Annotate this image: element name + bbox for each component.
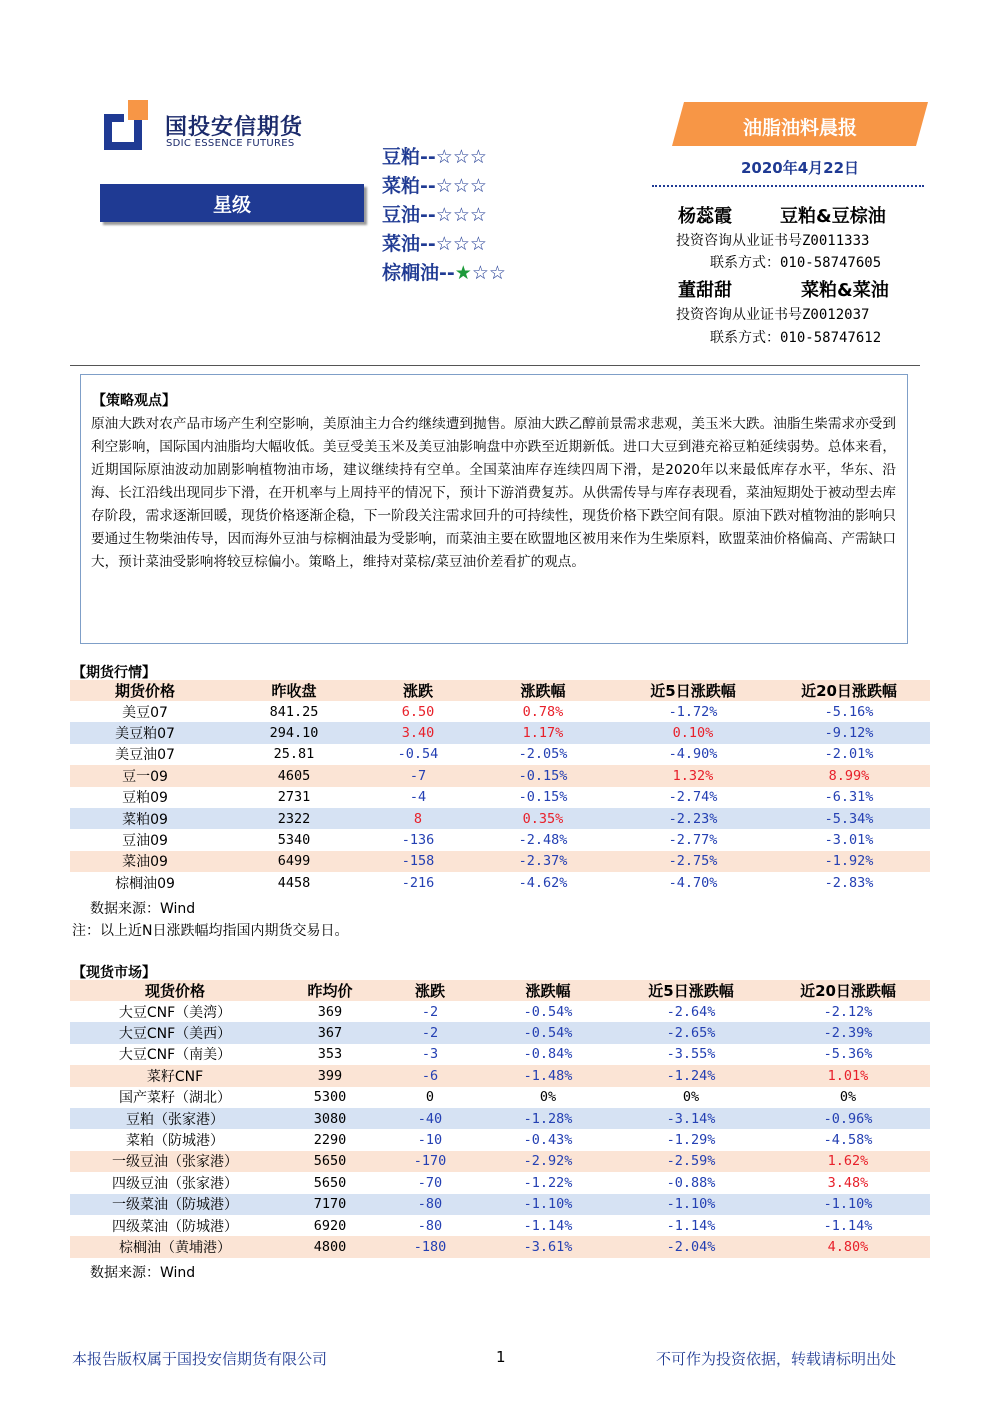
company-logo-icon bbox=[104, 100, 150, 150]
table-row bbox=[70, 744, 930, 765]
table-cell: 1.17% bbox=[522, 725, 564, 742]
table-cell: -2.12% bbox=[823, 1003, 873, 1020]
strategy-body: 原油大跌对农产品市场产生利空影响，美原油主力合约继续遭到抛售。原油大跌乙醇前景需求悲观，美玉米大跌。油脂生柴需求亦受到利空影响，国际国内油脂均大幅收低。美豆受美玉米及美豆油影响盘中亦跌至近期新低。进口大豆到港充裕豆粕延续弱势。总体来看，近期国际原油波动加剧影响植物油市场，建议继续持有空单。全国菜油库存连续四周下滑，是2020年以来最低库存水平，华东、沿海、长江沿线出现同步下滑，在开机率与上周持平的情况下，预计下游消费复苏。从供需传导与库存表现看，菜油短期处于被动型去库存阶段，需求逐渐回暖，现货价格逐渐企稳，下一阶段关注需求回升的可持续性，现货价格下跌空间有限。原油下跌对植物油的影响只要通过生物柴油传导，因而海外豆油与棕榈油最为受影响，而菜油主要在欧盟地区被用来作为生柴原料，欧盟菜油价格偏高、产需缺口大，预计菜油受影响将较豆棕偏小。策略上，维持对菜棕/菜豆油价差看扩的观点。 bbox=[91, 416, 896, 570]
table-cell: -2.64% bbox=[666, 1003, 716, 1020]
rating-list bbox=[382, 143, 506, 288]
company-name-en: SDIC ESSENCE FUTURES bbox=[166, 138, 295, 149]
table-cell: 1.32% bbox=[672, 767, 714, 784]
row-label-cell: 美豆07 bbox=[122, 704, 168, 721]
table-cell: -2.37% bbox=[518, 853, 568, 870]
row-label-cell: 国产菜籽（湖北） bbox=[119, 1090, 231, 1107]
table-cell: -80 bbox=[417, 1217, 443, 1234]
table-row bbox=[70, 1001, 930, 1022]
table-cell: -1.14% bbox=[666, 1217, 716, 1234]
table-cell: 4.80% bbox=[827, 1238, 869, 1255]
row-label-cell: 菜粕09 bbox=[122, 811, 168, 828]
column-header: 涨跌幅 bbox=[525, 982, 571, 1000]
table-cell: -4.62% bbox=[518, 874, 568, 891]
table-cell: -0.84% bbox=[523, 1046, 573, 1063]
row-label-cell: 大豆CNF（美湾） bbox=[118, 1004, 232, 1021]
table-row bbox=[70, 787, 930, 808]
table-cell: -6 bbox=[421, 1067, 439, 1084]
table-cell: 25.81 bbox=[273, 746, 315, 763]
star-empty-icon: ☆☆☆ bbox=[435, 175, 487, 197]
table-cell: -1.29% bbox=[666, 1132, 716, 1149]
column-header: 近5日涨跌幅 bbox=[648, 982, 734, 1000]
table-cell: 0% bbox=[839, 1089, 857, 1106]
table-cell: -3.14% bbox=[666, 1110, 716, 1127]
column-header: 涨跌幅 bbox=[520, 682, 566, 700]
table-cell: -9.12% bbox=[824, 725, 874, 742]
table-cell: -1.10% bbox=[666, 1196, 716, 1213]
row-label-cell: 美豆油07 bbox=[115, 747, 175, 764]
table-cell: -2 bbox=[421, 1025, 439, 1042]
table-cell: 8.99% bbox=[828, 767, 870, 784]
row-label-cell: 菜油09 bbox=[122, 854, 168, 871]
analyst-cert: 投资咨询从业证书号Z0012037 bbox=[676, 307, 870, 323]
table-row bbox=[70, 829, 930, 850]
table-cell: 7170 bbox=[313, 1196, 347, 1213]
column-header: 近20日涨跌幅 bbox=[801, 682, 897, 700]
spot-section-title: 【现货市场】 bbox=[72, 965, 156, 981]
table-row bbox=[70, 1044, 930, 1065]
analyst-cert: 投资咨询从业证书号Z0011333 bbox=[676, 233, 870, 249]
table-cell: -80 bbox=[417, 1196, 443, 1213]
table-cell: -0.88% bbox=[666, 1174, 716, 1191]
table-row bbox=[70, 701, 930, 722]
table-cell: 0% bbox=[682, 1089, 700, 1106]
row-label-cell: 一级菜油（防城港） bbox=[112, 1197, 238, 1214]
table-cell: -2.83% bbox=[824, 874, 874, 891]
spot-table bbox=[70, 980, 930, 1258]
rating-item: 棕榈油--★☆☆ bbox=[382, 262, 506, 284]
table-cell: 399 bbox=[317, 1067, 343, 1084]
analyst-contact: 联系方式：010-58747605 bbox=[710, 255, 882, 271]
table-cell: -2.01% bbox=[824, 746, 874, 763]
table-cell: -0.54% bbox=[523, 1003, 573, 1020]
table-cell: 8 bbox=[413, 810, 423, 827]
table-cell: -5.36% bbox=[823, 1046, 873, 1063]
star-empty-icon: ☆☆☆ bbox=[435, 146, 487, 168]
row-label-cell: 棕榈油09 bbox=[115, 875, 175, 892]
row-label-cell: 棕榈油（黄埔港） bbox=[119, 1239, 231, 1256]
table-cell: -1.72% bbox=[668, 703, 718, 720]
rating-label-box bbox=[100, 184, 364, 222]
table-cell: -1.48% bbox=[523, 1067, 573, 1084]
report-title: 油脂油料晨报 bbox=[742, 117, 857, 139]
table-cell: -0.96% bbox=[823, 1110, 873, 1127]
row-label-cell: 豆粕（张家港） bbox=[126, 1111, 224, 1128]
futures-source: 数据来源：Wind bbox=[90, 901, 196, 917]
table-cell: -3.61% bbox=[523, 1238, 573, 1255]
table-cell: -2.77% bbox=[668, 832, 718, 849]
table-cell: 5650 bbox=[313, 1153, 347, 1170]
table-header-row bbox=[70, 680, 930, 701]
table-cell: -180 bbox=[413, 1238, 447, 1255]
table-cell: -1.10% bbox=[823, 1196, 873, 1213]
report-date: 2020年4月22日 bbox=[740, 159, 860, 177]
rating-item: 豆粕--☆☆☆ bbox=[382, 146, 487, 168]
star-empty-icon: ☆☆☆ bbox=[435, 233, 487, 255]
company-name-cn: 国投安信期货 bbox=[165, 115, 304, 140]
table-cell: -10 bbox=[417, 1132, 443, 1149]
table-cell: 4800 bbox=[313, 1238, 347, 1255]
row-label-cell: 大豆CNF（南美） bbox=[118, 1047, 232, 1064]
table-cell: 5300 bbox=[313, 1089, 347, 1106]
row-label-cell: 四级菜油（防城港） bbox=[112, 1218, 238, 1235]
row-label-cell: 豆一09 bbox=[122, 768, 168, 785]
table-cell: -2.74% bbox=[668, 789, 718, 806]
row-label-cell: 一级豆油（张家港） bbox=[112, 1154, 238, 1171]
header-rule bbox=[70, 365, 920, 366]
table-cell: 1.01% bbox=[827, 1067, 869, 1084]
table-row bbox=[70, 1108, 930, 1129]
table-cell: -70 bbox=[417, 1174, 443, 1191]
table-row bbox=[70, 1236, 930, 1257]
footer-copyright: 本报告版权属于国投安信期货有限公司 bbox=[72, 1350, 328, 1368]
row-label-cell: 菜粕（防城港） bbox=[126, 1133, 224, 1150]
table-row bbox=[70, 1151, 930, 1172]
star-empty-icon: ☆☆ bbox=[471, 262, 506, 284]
table-cell: -2.75% bbox=[668, 853, 718, 870]
rating-item: 豆油--☆☆☆ bbox=[382, 204, 487, 226]
column-header: 涨跌 bbox=[414, 982, 445, 1000]
table-cell: 367 bbox=[317, 1025, 343, 1042]
table-cell: 0.35% bbox=[522, 810, 564, 827]
analyst-name: 杨蕊霞 bbox=[678, 206, 732, 227]
table-cell: -1.22% bbox=[523, 1174, 573, 1191]
table-cell: 2322 bbox=[277, 810, 311, 827]
analyst-contact: 联系方式：010-58747612 bbox=[710, 330, 882, 346]
table-cell: -1.24% bbox=[666, 1067, 716, 1084]
table-cell: -40 bbox=[417, 1110, 443, 1127]
divider bbox=[652, 185, 924, 187]
table-cell: -1.10% bbox=[523, 1196, 573, 1213]
futures-table bbox=[70, 680, 930, 894]
table-cell: -2.04% bbox=[666, 1238, 716, 1255]
table-cell: -0.54 bbox=[397, 746, 439, 763]
analyst-coverage: 豆粕&豆棕油 bbox=[780, 206, 886, 227]
rating-item: 菜油--☆☆☆ bbox=[382, 233, 487, 255]
table-cell: -158 bbox=[401, 853, 435, 870]
table-row bbox=[70, 1065, 930, 1086]
table-cell: 6499 bbox=[277, 853, 311, 870]
table-cell: 0.78% bbox=[522, 703, 564, 720]
column-header: 昨收盘 bbox=[271, 682, 317, 700]
table-cell: -2.05% bbox=[518, 746, 568, 763]
table-cell: -3 bbox=[421, 1046, 439, 1063]
futures-section-title: 【期货行情】 bbox=[72, 665, 156, 681]
table-cell: 6920 bbox=[313, 1217, 347, 1234]
table-cell: -5.34% bbox=[824, 810, 874, 827]
table-cell: 841.25 bbox=[269, 703, 319, 720]
table-cell: -3.01% bbox=[824, 832, 874, 849]
table-row bbox=[70, 1022, 930, 1043]
table-row bbox=[70, 851, 930, 872]
table-cell: -4.58% bbox=[823, 1132, 873, 1149]
table-row bbox=[70, 1129, 930, 1150]
table-cell: -2 bbox=[421, 1003, 439, 1020]
table-cell: -3.55% bbox=[666, 1046, 716, 1063]
table-cell: 1.62% bbox=[827, 1153, 869, 1170]
table-cell: 4458 bbox=[277, 874, 311, 891]
table-cell: 2731 bbox=[277, 789, 311, 806]
table-cell: -2.92% bbox=[523, 1153, 573, 1170]
table-row bbox=[70, 1215, 930, 1236]
table-row bbox=[70, 872, 930, 893]
row-label-cell: 菜籽CNF bbox=[146, 1068, 204, 1085]
table-cell: 4605 bbox=[277, 767, 311, 784]
table-cell: 5340 bbox=[277, 832, 311, 849]
table-row bbox=[70, 1172, 930, 1193]
table-cell: 0.10% bbox=[672, 725, 714, 742]
column-header: 昨均价 bbox=[307, 982, 353, 1000]
table-cell: -0.15% bbox=[518, 789, 568, 806]
table-cell: 353 bbox=[317, 1046, 343, 1063]
star-filled-icon: ★ bbox=[454, 262, 472, 284]
table-cell: 3.40 bbox=[401, 725, 435, 742]
row-label-cell: 豆油09 bbox=[122, 833, 168, 850]
analyst-name: 董甜甜 bbox=[678, 280, 732, 301]
strategy-title: 【策略观点】 bbox=[92, 393, 176, 409]
rating-label: 星级 bbox=[212, 193, 251, 216]
table-cell: -1.14% bbox=[823, 1217, 873, 1234]
column-header: 期货价格 bbox=[114, 682, 175, 700]
star-empty-icon: ☆☆☆ bbox=[435, 204, 487, 226]
table-row bbox=[70, 808, 930, 829]
spot-source: 数据来源：Wind bbox=[90, 1265, 196, 1281]
table-cell: -4 bbox=[409, 789, 427, 806]
table-row bbox=[70, 765, 930, 786]
table-cell: -216 bbox=[401, 874, 435, 891]
table-cell: -2.23% bbox=[668, 810, 718, 827]
table-cell: 3080 bbox=[313, 1110, 347, 1127]
futures-note: 注：以上近N日涨跌幅均指国内期货交易日。 bbox=[72, 923, 349, 939]
table-cell: 6.50 bbox=[401, 703, 435, 720]
table-cell: -2.39% bbox=[823, 1025, 873, 1042]
row-label-cell: 美豆粕07 bbox=[115, 726, 175, 743]
table-header-row bbox=[70, 980, 930, 1001]
table-cell: -2.48% bbox=[518, 832, 568, 849]
table-row bbox=[70, 1194, 930, 1215]
column-header: 近5日涨跌幅 bbox=[650, 682, 736, 700]
column-header: 涨跌 bbox=[402, 682, 433, 700]
table-cell: 0% bbox=[539, 1089, 557, 1106]
table-cell: -0.15% bbox=[518, 767, 568, 784]
rating-item: 菜粕--☆☆☆ bbox=[382, 175, 487, 197]
table-cell: -1.92% bbox=[824, 853, 874, 870]
page-number: 1 bbox=[496, 1348, 506, 1366]
table-cell: -7 bbox=[409, 767, 427, 784]
table-cell: -5.16% bbox=[824, 703, 874, 720]
table-cell: -170 bbox=[413, 1153, 447, 1170]
column-header: 现货价格 bbox=[144, 982, 205, 1000]
footer-disclaimer: 不可作为投资依据，转载请标明出处 bbox=[656, 1350, 897, 1368]
table-cell: -1.14% bbox=[523, 1217, 573, 1234]
table-cell: -2.59% bbox=[666, 1153, 716, 1170]
table-cell: 2290 bbox=[313, 1132, 347, 1149]
column-header: 近20日涨跌幅 bbox=[800, 982, 896, 1000]
table-cell: 3.48% bbox=[827, 1174, 869, 1191]
row-label-cell: 豆粕09 bbox=[122, 790, 168, 807]
table-cell: -2.65% bbox=[666, 1025, 716, 1042]
table-cell: -4.90% bbox=[668, 746, 718, 763]
table-cell: -6.31% bbox=[824, 789, 874, 806]
table-cell: 369 bbox=[317, 1003, 343, 1020]
row-label-cell: 四级豆油（张家港） bbox=[112, 1175, 238, 1192]
row-label-cell: 大豆CNF（美西） bbox=[118, 1026, 232, 1043]
table-cell: 0 bbox=[425, 1089, 435, 1106]
table-cell: 294.10 bbox=[269, 725, 319, 742]
table-cell: -0.54% bbox=[523, 1025, 573, 1042]
table-cell: -1.28% bbox=[523, 1110, 573, 1127]
analyst-coverage: 菜粕&菜油 bbox=[801, 280, 889, 301]
table-cell: -136 bbox=[401, 832, 435, 849]
table-cell: -0.43% bbox=[523, 1132, 573, 1149]
table-row bbox=[70, 722, 930, 743]
table-row bbox=[70, 1087, 930, 1108]
table-cell: -4.70% bbox=[668, 874, 718, 891]
table-cell: 5650 bbox=[313, 1174, 347, 1191]
